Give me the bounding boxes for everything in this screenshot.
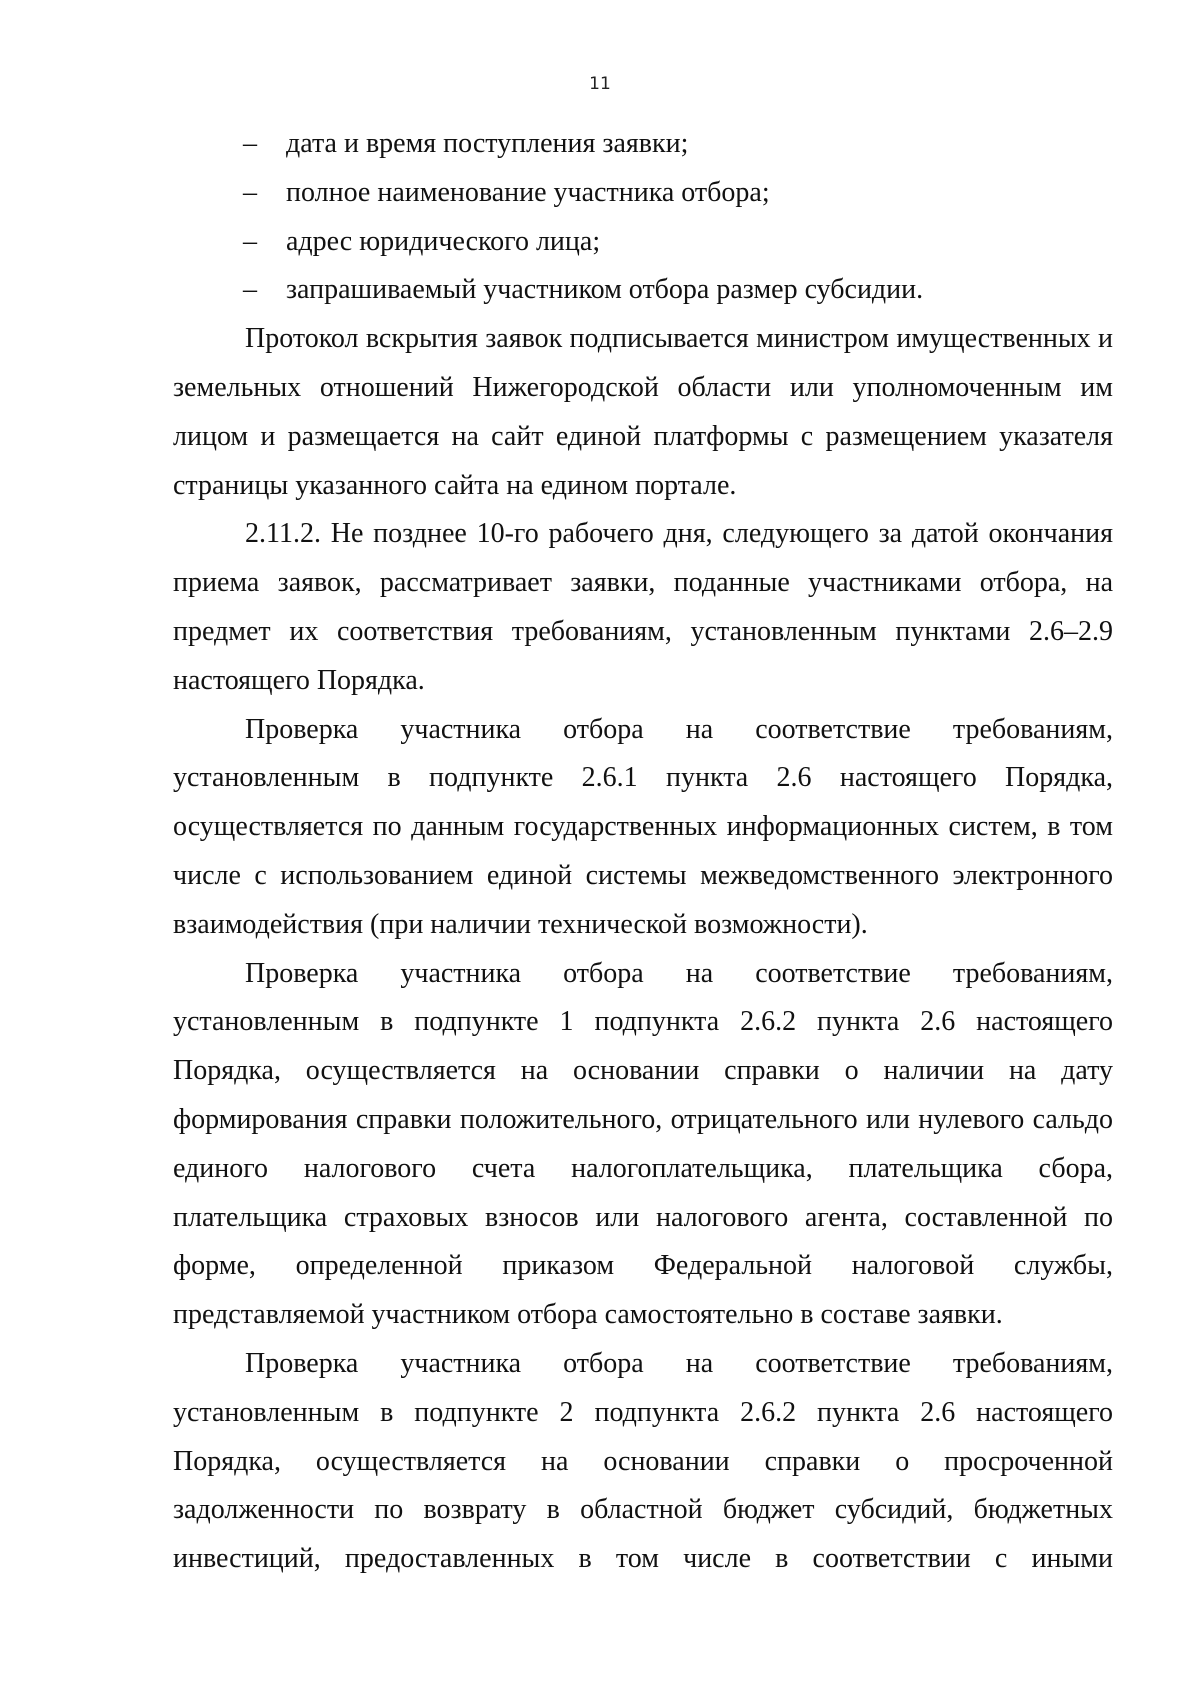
list-item-text: дата и время поступления заявки;	[286, 128, 689, 159]
paragraph-check-2-6-2-2: Проверка участника отбора на соответствие требованиям, установленным в подпункте 2 подпункта 2.6.2 пункта 2.6 настоящего Порядка, осуществляется на основании справки о просроченной задолженности по возврату в областной бюджет субсидий, бюджетных инвестиций, предоставленных в том числе в соответствии с иными	[173, 1347, 1113, 1575]
page-number: 11	[589, 74, 611, 94]
dash-marker: –	[243, 225, 257, 257]
requirements-list	[173, 120, 1113, 315]
paragraph-check-2-6-2-1: Проверка участника отбора на соответствие требованиям, установленным в подпункте 1 подпункта 2.6.2 пункта 2.6 настоящего Порядка, осуществляется на основании справки о наличии на дату формирования справки положительного, отрицательного или нулевого сальдо единого налогового счета налогоплательщика, плательщика сбора, плательщика страховых взносов или налогового агента, составленной по форме, определенной приказом Федеральной налоговой службы, представляемой участником отбора самостоятельно в составе заявки.	[173, 957, 1113, 1331]
list-item	[173, 266, 1113, 315]
list-item-text: полное наименование участника отбора;	[286, 176, 770, 208]
list-item-text: адрес юридического лица;	[286, 225, 601, 257]
list-item	[173, 120, 1113, 169]
dash-marker: –	[243, 176, 257, 208]
list-item	[173, 218, 1113, 267]
list-item-text: запрашиваемый участником отбора размер субсидии.	[286, 274, 924, 306]
paragraph-protocol: Протокол вскрытия заявок подписывается министром имущественных и земельных отношений Нижегородской области или уполномоченным им лицом и размещается на сайт единой платформы с размещением указателя страницы указанного сайта на едином портале.	[173, 323, 1113, 501]
list-item	[173, 169, 1113, 218]
dash-marker: –	[243, 128, 257, 159]
document-body	[173, 120, 1113, 1584]
paragraph-2-11-2: 2.11.2. Не позднее 10-го рабочего дня, следующего за датой окончания приема заявок, рассматривает заявки, поданные участниками отбора, на предмет их соответствия требованиям, установленным пунктами 2.6–2.9 настоящего Порядка.	[173, 518, 1113, 696]
dash-marker: –	[243, 274, 257, 306]
paragraph-check-2-6-1: Проверка участника отбора на соответствие требованиям, установленным в подпункте 2.6.1 пункта 2.6 настоящего Порядка, осуществляется по данным государственных информационных систем, в том числе с использованием единой системы межведомственного электронного взаимодействия (при наличии технической возможности).	[173, 713, 1113, 940]
